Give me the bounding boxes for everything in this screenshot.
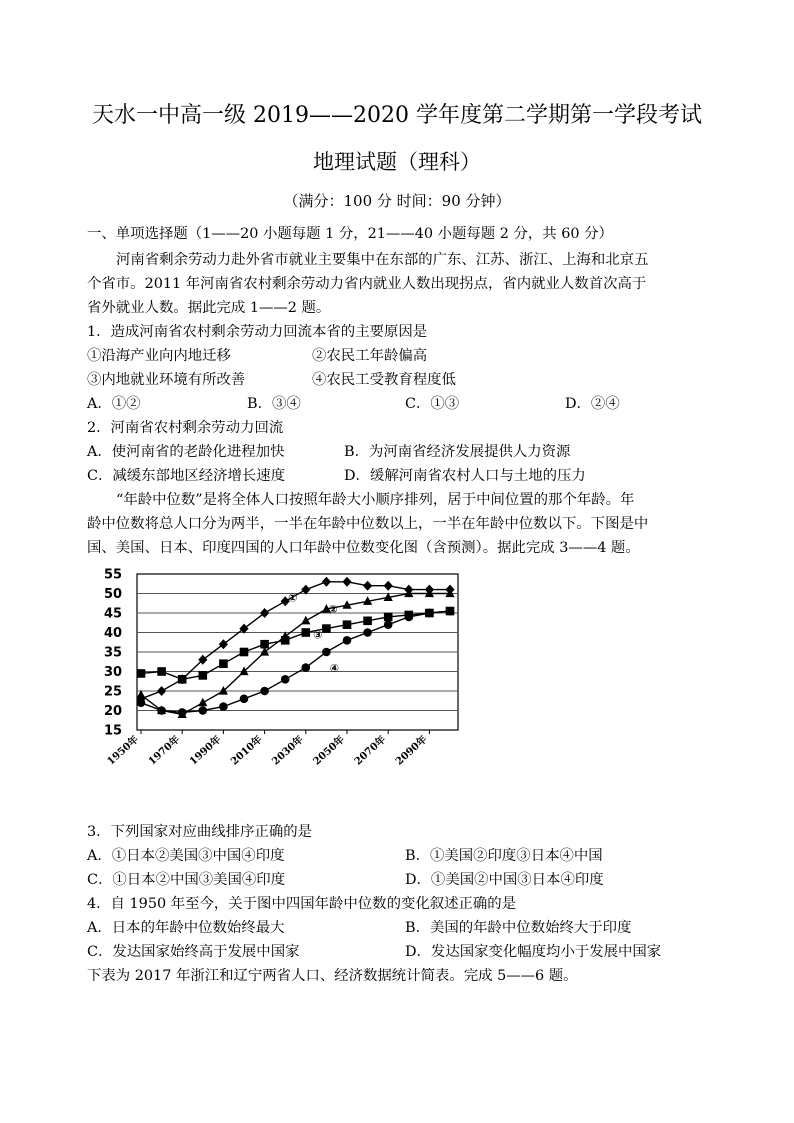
q1-option-a: A．①② xyxy=(87,396,141,412)
data-point xyxy=(342,577,351,587)
passage2-line3: 国、美国、日本、印度四国的人口年龄中位数变化图（含预测）。据此完成 3——4 题。 xyxy=(87,540,640,556)
data-point xyxy=(425,609,434,618)
data-point xyxy=(157,667,166,676)
data-point xyxy=(157,686,166,696)
data-point xyxy=(343,620,352,629)
y-tick-label: 20 xyxy=(104,704,123,719)
data-point xyxy=(363,628,372,637)
data-point xyxy=(322,577,331,587)
data-point xyxy=(137,669,146,678)
chart-grid xyxy=(137,574,458,730)
data-point xyxy=(302,663,311,672)
data-point xyxy=(260,687,269,696)
q2-stem: 2．河南省农村剩余劳动力回流 xyxy=(87,420,284,436)
series-4 xyxy=(137,607,455,717)
data-point xyxy=(260,608,269,618)
series-label: ④ xyxy=(329,662,340,675)
x-tick-label: 2030年 xyxy=(270,734,306,768)
q4-option-d: D．发达国家变化幅度均小于发展中国家 xyxy=(405,944,662,960)
data-point xyxy=(240,695,249,704)
section-heading: 一、单项选择题（1——20 小题每题 1 分，21——40 小题每题 2 分，共 60 分） xyxy=(87,226,613,242)
y-tick-label: 15 xyxy=(104,723,123,739)
data-point xyxy=(260,640,269,649)
data-point xyxy=(384,613,393,622)
data-point xyxy=(178,708,187,717)
y-tick-label: 25 xyxy=(104,684,123,700)
data-point xyxy=(343,636,352,645)
q1-option-b: B．③④ xyxy=(247,396,301,412)
passage1-line3: 省外就业人数。据此完成 1——2 题。 xyxy=(87,300,331,316)
data-point xyxy=(405,613,414,622)
q2-option-d: D．缓解河南省农村人口与土地的压力 xyxy=(344,468,586,484)
q3-stem: 3．下列国家对应曲线排序正确的是 xyxy=(87,824,313,840)
data-point xyxy=(281,675,290,684)
chart-y-ticks xyxy=(104,568,122,739)
q4-option-c: C．发达国家始终高于发展中国家 xyxy=(87,944,300,960)
q3-option-c: C．①日本②中国③美国④印度 xyxy=(87,872,286,888)
score-time-line: （满分：100 分 时间：90 分钟） xyxy=(283,192,511,210)
data-point xyxy=(322,624,331,633)
data-point xyxy=(281,636,290,645)
data-point xyxy=(219,702,228,711)
data-point xyxy=(384,581,393,591)
data-point xyxy=(219,639,228,649)
series-line xyxy=(141,611,450,679)
data-point xyxy=(301,616,310,625)
passage1-line1: 河南省剩余劳动力赴外省市就业主要集中在东部的广东、江苏、浙江、上海和北京五 xyxy=(116,252,649,268)
x-tick-label: 2090年 xyxy=(393,734,430,768)
data-point xyxy=(322,648,331,657)
data-point xyxy=(384,620,393,629)
series-label: ② xyxy=(328,603,338,617)
q1-statement-1: ①沿海产业向内地迁移 xyxy=(87,348,231,364)
q4-option-a: A．日本的年龄中位数始终最大 xyxy=(87,920,285,936)
data-point xyxy=(363,617,372,626)
data-point xyxy=(199,706,208,715)
q1-stem: 1．造成河南省农村剩余劳动力回流本省的主要原因是 xyxy=(87,324,428,340)
data-point xyxy=(157,706,166,715)
passage3-line1: 下表为 2017 年浙江和辽宁两省人口、经济数据统计简表。完成 5——6 题。 xyxy=(87,968,578,984)
series-label: ① xyxy=(288,591,298,605)
x-tick-label: 1970年 xyxy=(146,734,183,768)
q1-statement-4: ④农民工受教育程度低 xyxy=(312,372,456,388)
q1-statement-3: ③内地就业环境有所改善 xyxy=(87,372,246,388)
x-tick-label: 2050年 xyxy=(311,734,348,768)
x-tick-label: 1990年 xyxy=(187,734,224,768)
q4-stem: 4．自 1950 年至今，关于图中四国年龄中位数的变化叙述正确的是 xyxy=(87,896,517,912)
y-tick-label: 55 xyxy=(104,567,123,583)
data-point xyxy=(446,607,455,616)
exam-subtitle: 地理试题（理科） xyxy=(313,150,481,174)
q2-option-b: B．为河南省经济发展提供人力资源 xyxy=(344,444,571,460)
q4-option-b: B．美国的年龄中位数始终大于印度 xyxy=(405,920,632,936)
x-tick-label: 1950年 xyxy=(105,734,142,768)
data-point xyxy=(219,659,228,668)
q3-option-b: B．①美国②印度③日本④中国 xyxy=(405,848,603,864)
y-tick-label: 40 xyxy=(104,626,123,641)
passage2-line1: “年龄中位数”是将全体人口按照年龄大小顺序排列，居于中间位置的那个年龄。年 xyxy=(116,492,635,508)
series-2 xyxy=(136,589,454,719)
q1-option-d: D．②④ xyxy=(565,396,620,412)
data-point xyxy=(199,671,208,680)
exam-title: 天水一中高一级 2019——2020 学年度第二学期第一学段考试 xyxy=(92,103,702,128)
passage2-line2: 龄中位数将总人口分为两半，一半在年龄中位数以上，一半在年龄中位数以下。下图是中 xyxy=(87,516,649,532)
data-point xyxy=(178,675,187,684)
q3-option-d: D．①美国②中国③日本④印度 xyxy=(405,872,604,888)
x-tick-label: 2010年 xyxy=(229,734,265,768)
y-tick-label: 35 xyxy=(104,645,123,661)
data-point xyxy=(302,628,311,637)
series-line xyxy=(141,591,450,715)
q2-option-a: A．使河南省的老龄化进程加快 xyxy=(87,444,285,460)
passage1-line2: 个省市。2011 年河南省农村剩余劳动力省内就业人数出现拐点，省内就业人数首次高于 xyxy=(87,276,647,292)
q3-option-a: A．①日本②美国③中国④印度 xyxy=(87,848,285,864)
q2-option-c: C．减缓东部地区经济增长速度 xyxy=(87,468,286,484)
x-tick-label: 2070年 xyxy=(352,734,389,768)
y-tick-label: 50 xyxy=(104,587,123,602)
q1-statement-2: ②农民工年龄偏高 xyxy=(312,348,428,364)
chart-x-ticks xyxy=(104,730,429,768)
y-tick-label: 45 xyxy=(104,606,123,622)
series-line xyxy=(141,611,450,712)
data-point xyxy=(240,648,249,657)
y-tick-label: 30 xyxy=(104,665,123,680)
age-median-chart xyxy=(100,562,470,782)
data-point xyxy=(363,581,372,591)
data-point xyxy=(198,698,207,707)
series-label: ③ xyxy=(313,628,323,642)
data-point xyxy=(137,698,146,707)
q1-option-c: C．①③ xyxy=(405,396,460,412)
